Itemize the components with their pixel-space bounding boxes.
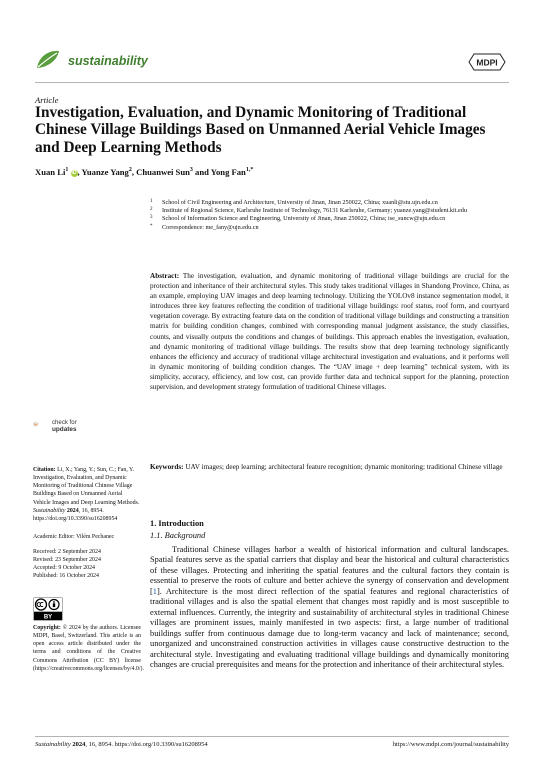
article-title: Investigation, Evaluation, and Dynamic Monitoring of Traditional Chinese Village Buildings Based on Unmanned Aerial Vehicle Images and Deep Learning Methods xyxy=(35,104,486,156)
cc-by-license-icon[interactable] xyxy=(33,597,63,621)
keywords-label: Keywords: xyxy=(150,463,184,471)
author-separator: , xyxy=(131,167,137,177)
affiliation-text: Institute of Regional Science, Karlsruhe Institute of Technology, 76131 Karlsruhe, Germany; yuanze.yang@student.kit.edu xyxy=(162,207,467,215)
paragraph-text-start: Traditional Chinese villages harbor a wealth of historical information and cultural landscapes. Spatial features serve as the spatial carriers that display and bear the historical and cultural characteristics of these villages. Protecting and inheriting the spatial features and the cultural factors they contain is essential to preserve the roots of culture and better achieve the synergy of conservation and development [ xyxy=(150,545,509,596)
abstract-text: The investigation, evaluation, and dynamic monitoring of traditional village buildings are crucial for the protection and inheritance of their architectural styles. This study takes traditional villages in Shandong Province, China, as an example, employing UAV images and deep learning technology. Utilizing the YOLOv8 instance segmentation model, it introduces three key features reflecting the condition of traditional village buildings: roof status, roof form, and courtyard vegetation coverage. By extracting feature data on the condition of traditional village buildings and constructing a transition matrix for building condition changes, combined with corresponding manual judgment assistance, the study classifies, counts, and visually outputs the conditions and changes of buildings. This approach enables the investigation, evaluation, and dynamic monitoring of traditional village buildings. The results show that deep learning technology significantly enhances the efficiency and accuracy of traditional village architectural investigation and evaluations, and it performs well in dynamic monitoring of building condition changes. The “UAV image + deep learning” technical system, with its simplicity, accuracy, efficiency, and low cost, can provide further data and technical support for the planning, protection supervision, and development strategy formulation of traditional Chinese villages. xyxy=(150,272,509,392)
publication-dates xyxy=(33,548,141,581)
footer-url[interactable]: https://www.mdpi.com/journal/sustainability xyxy=(392,741,509,748)
date-accepted: Accepted: 9 October 2024 xyxy=(33,565,95,572)
author-separator: and xyxy=(192,167,211,177)
reference-link[interactable]: 1 xyxy=(152,586,157,596)
date-published: Published: 16 October 2024 xyxy=(33,573,99,580)
intro-paragraph xyxy=(150,545,509,670)
affiliation-text: School of Civil Engineering and Architecture, University of Jinan, Jinan 250022, China; xuanli@stu.ujn.edu.cn xyxy=(162,199,438,206)
author-affiliation-mark: 2 xyxy=(128,167,132,174)
author-name: Yong Fan xyxy=(210,167,246,177)
copyright-notice xyxy=(33,624,144,673)
affiliation-item xyxy=(150,199,510,207)
affiliation-item xyxy=(150,224,510,232)
footer-citation xyxy=(35,741,208,748)
footer-rule xyxy=(35,736,509,737)
paragraph-text-end: ]. Architecture is the most direct reflection of the spatial features and regional characteristics of traditional villages and is also the spatial element that changes most rapidly and is most susceptible to external influences. Currently, the integrity and sustainability of architectural styles in traditional Chinese villages are prominent issues, mainly manifested in two aspects: first, a large number of traditional buildings suffer from continuous damage due to long-term vacancy and lack of maintenance; second, unorganized and unconstrained construction activities in villages cause constructive destruction to the architectural style. Investigating and evaluating traditional village buildings and dynamically monitoring changes are crucial prerequisites and means for the protection and inheritance of their architectural styles. xyxy=(150,586,509,669)
mdpi-label: MDPI xyxy=(476,57,498,68)
author-name: Xuan Li xyxy=(35,167,66,177)
citation-year: 2024 xyxy=(66,507,79,514)
keywords xyxy=(150,462,509,472)
copyright-text: © 2024 by the authors. Licensee MDPI, Basel, Switzerland. This article is an open access article distributed under the terms and conditions of the Creative Commons Attribution (CC BY) license (https://creativecommons.org/licenses/by/4.0/). xyxy=(33,625,144,672)
affiliation-mark: 3 xyxy=(150,215,153,221)
subsection-heading: 1.1. Background xyxy=(150,531,206,540)
orcid-icon[interactable]: iD xyxy=(71,170,77,176)
check-for-updates-line2: updates xyxy=(52,426,77,433)
citation-journal: Sustainability xyxy=(33,507,66,514)
affiliation-mark: 1 xyxy=(150,199,153,204)
affiliation-text: Correspondence: me_fany@ujn.edu.cn xyxy=(162,223,259,231)
author-name: Chuanwei Sun xyxy=(136,167,190,177)
affiliation-mark: 2 xyxy=(150,207,153,213)
abstract xyxy=(150,271,509,392)
svg-text:BY: BY xyxy=(43,614,53,621)
mdpi-logo xyxy=(468,53,506,71)
date-revised: Revised: 23 September 2024 xyxy=(33,557,101,564)
abstract-label: Abstract: xyxy=(150,272,180,280)
author-affiliation-mark: 3 xyxy=(189,167,193,174)
keywords-text: UAV images; deep learning; architectural feature recognition; dynamic monitoring; traditional Chinese village xyxy=(185,463,503,471)
academic-editor: Academic Editor: Vilém Pechanec xyxy=(33,534,115,540)
section-heading: 1. Introduction xyxy=(150,519,204,528)
affiliation-item xyxy=(150,215,510,223)
affiliations xyxy=(150,199,510,232)
check-for-updates-line1: check for xyxy=(52,419,77,426)
citation-text: Li, X.; Yang, Y.; Sun, C.; Fan, Y. Investigation, Evaluation, and Dynamic Monitoring of Traditional Chinese Village Buildings Based on Unmanned Aerial Vehicle Images and Deep Learning Methods. xyxy=(33,467,140,506)
author-separator: , xyxy=(77,167,82,177)
date-received: Received: 2 September 2024 xyxy=(33,549,101,555)
header-rule xyxy=(35,82,509,83)
author-name: Yuanze Yang xyxy=(81,167,129,177)
footer-doi[interactable]: , 16, 8954. https://doi.org/10.3390/su16208954 xyxy=(85,741,208,748)
citation-rest[interactable]: , 16, 8954. https://doi.org/10.3390/su16208954 xyxy=(33,507,118,522)
author-affiliation-mark: 1 xyxy=(65,167,69,174)
author-list xyxy=(35,167,253,177)
sustainability-leaf-logo xyxy=(35,48,61,70)
affiliation-text: School of Information Science and Engineering, University of Jinan, Jinan 250022, China; ise_suncw@ujn.edu.cn xyxy=(162,215,446,223)
affiliation-item xyxy=(150,207,510,215)
author-affiliation-mark: 1,* xyxy=(245,167,254,174)
footer-journal: Sustainability xyxy=(35,741,71,748)
check-for-updates[interactable] xyxy=(52,419,77,433)
journal-name: sustainability xyxy=(68,54,148,68)
copyright-label: Copyright: xyxy=(33,625,61,631)
citation-block xyxy=(33,466,141,523)
check-for-updates-icon[interactable] xyxy=(33,416,51,434)
citation-label: Citation: xyxy=(33,467,56,473)
article-type: Article xyxy=(35,95,59,105)
affiliation-mark: * xyxy=(150,223,153,229)
footer-year: 2024 xyxy=(72,741,86,748)
